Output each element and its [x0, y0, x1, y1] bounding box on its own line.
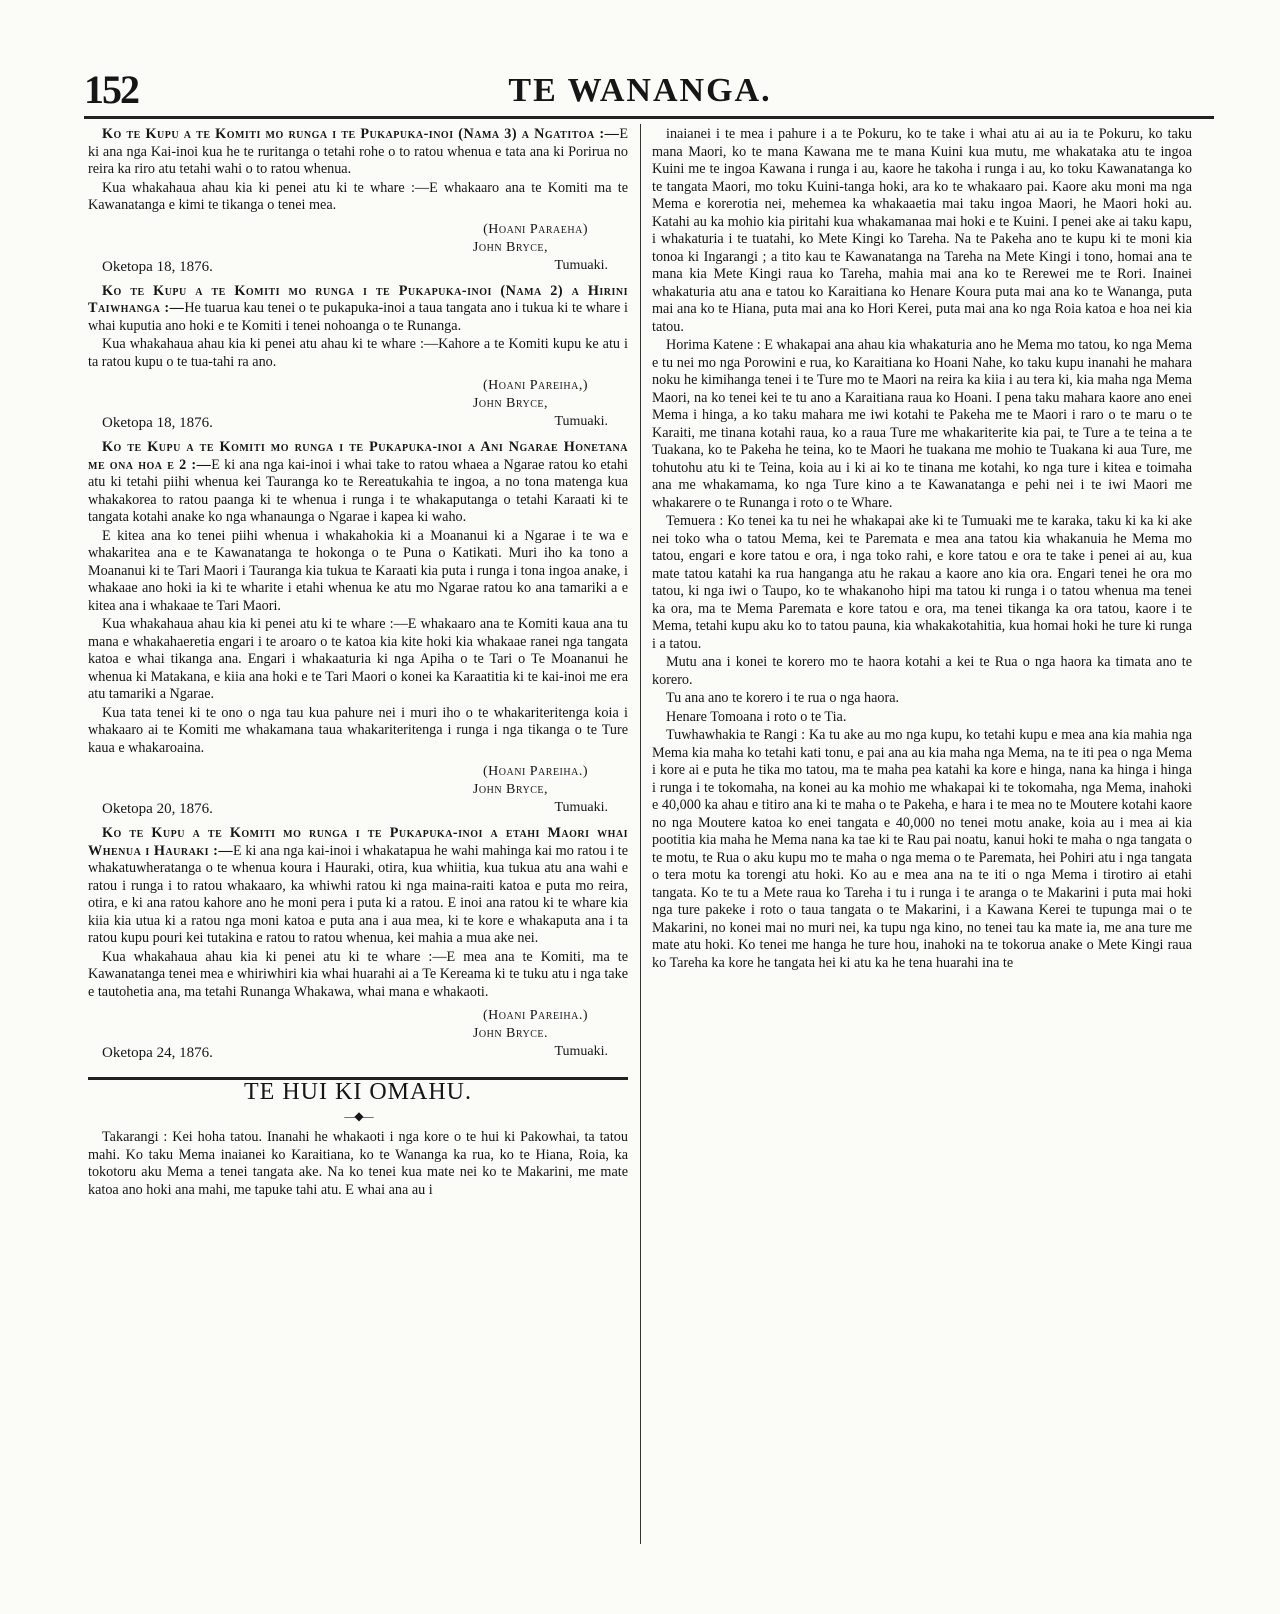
article-4-date: Oketopa 24, 1876.	[102, 1045, 213, 1061]
article-2-signature	[88, 377, 628, 437]
section-heading: TE HUI KI OMAHU.	[244, 1079, 472, 1105]
left-column	[88, 126, 628, 1551]
article-3-sig-title: Tumuaki.	[554, 800, 608, 815]
masthead-title: TE WANANGA.	[508, 72, 772, 109]
article-3-para-1	[88, 439, 628, 527]
article-4-body: E ki ana nga kai-inoi i whakatapua he wahi mahinga kai mo ratou i te whakatuwheratanga o te whenua koura i Hauraki, otira, kua whiitia, kua tukua atu ana wahi e ratou i runga i to ratou whakaaro, ka whiwhi ratou ki nga maina-raiti katoa e puta mo reira, otira, e ki ana ratou kahore ano he moni pera i puta ki a ratou. E inoi ana ratou ki te whare kia kiia kia utua ki a ratou nga moni katoa e puta ana i aua mea, ki te kore e whakaputa ana i ta ratou kupu pouri kei tutakina e ratou to ratou whenua, kei mahia a mua ake nei.	[88, 842, 628, 946]
right-column	[652, 126, 1192, 1551]
article-3-body: E ki ana nga kai-inoi i whai take to ratou whaea a Ngarae ratou ko etahi atu ki tetahi piihi whenua kei Tauranga ko te Rereatukahia te ingoa, a no tona matenga kua whakakorea to ratou paanga ki te whenua i runga i te whakaputanga o tetahi Karaati ki te tangata kotahi anake ko nga whanaunga o Ngarae i kapea ki waho.	[88, 456, 628, 525]
article-2-para-2: Kua whakahaua ahau kia ki penei atu ahau ki te whare :—Kahore a te Komiti kupu ke atu i ta ratou kupu o te tua-tahi ra ano.	[88, 336, 628, 370]
article-1-date: Oketopa 18, 1876.	[102, 258, 213, 275]
article-3-para-4: Kua tata tenei ki te ono o nga tau kua pahure nei i muri iho o te whakariteritenga koia i whakaaro ai te Komiti me whakamana taua whakariteritenga i runga i nga tikanga o te Ture kaua e whakaroaina.	[88, 704, 628, 756]
article-4-sig-chair: John Bryce.	[472, 1026, 548, 1041]
section-body: Takarangi : Kei hoha tatou. Inanahi he whakaoti i nga kore o te hui ki Pakowhai, ta tatou mahi. Ko taku Mema inaianei ko Karaitiana, ko te Wananga ka rua, ko te Hiana, Roia, ka tokotoru aku Mema a tenei tangata ake. Na ko tenei kua mate nei ko te Makarini, me mate katoa ano hoki ana mahi, me tapuke tahi atu. E whai ana au i	[88, 1129, 628, 1198]
article-2-sig-name: (Hoani Pareiha,)	[483, 378, 588, 393]
article-4-sig-name: (Hoani Pareiha.)	[483, 1008, 588, 1023]
article-1-sig-chair: John Bryce,	[472, 239, 548, 255]
article-4-para-2: Kua whakahaua ahau kia ki penei atu ki te whare :—E mea ana te Komiti, ma te Kawanatanga tenei mea e whiriwhiri kia whai huarahi ai a Te Kereama ki te tuku atu i nga take e tautohetia ana, ma tetahi Runanga Whakawa, whai mana e whakaoti.	[88, 948, 628, 1000]
top-rule	[84, 116, 1214, 119]
article-3-sig-chair: John Bryce,	[472, 782, 548, 797]
right-para-1: inaianei i te mea i pahure i a te Pokuru, ko te take i whai atu ai au ia te Pokuru, ko taku mana Maori, ko te mana Kawana me te mana Kuini kua mutu, me whakataka atu te ingoa Kuini me te ingoa Kawana i runga i au, kaore he takoha i runga i au, ko toku Kawanatanga ko te tangata Maori, mo toku Kuini-tanga hoki, ara ko te whakaaro pai. Kaore aku moni ma nga Mema e korerotia nei, mehemea ka whakaaetia mai taku ingoa Maori, he Maori hoki au. Katahi au ka mohio kia piritahi kua whakamanaa mai hoki e te Kuini. I penei ake ai taku kapu, i whakaturia i te tuatahi, ko Mete Kingi ko Tareha. Na te Pakeha ano te kupu ki te moni kia tonoa ki Ingarangi ; a tito kau te Kawanatanga na Tareha na Mete Kingi i tono, homai ana te mana kia Mete Kingi raua ko Tareha, mahia mai ana ko te Rerewei me te Rori. Inainei whakaturia atu ana e tatou ko Karaitiana ko Henare Koura puta mai ana ko te Wananga, puta mai ana ko te Hiana, puta mai ana ko Hori Kerei, puta mai ana ko nga Roia katoa e hoa nei kia tatou.	[652, 126, 1192, 335]
article-4-heading: Ko te Kupu a te Komiti mo runga i te Pukapuka-inoi a etahi Maori whai Whenua i Hauraki :—	[88, 825, 628, 859]
article-2-body: He tuarua kau tenei o te pukapuka-inoi a taua tangata ano i tukua ki te whare i whai kuputia ano hoki e te Komiti i tenei nohoanga o te Runanga.	[88, 300, 628, 334]
article-1-body: E ki ana nga Kai-inoi kua he te ruritanga o tetahi rohe o to ratou whenua e tata ana ki Porirua no reira ka riro atu tetahi wahi o to ratou whenua.	[88, 126, 628, 177]
article-2-para-1	[88, 283, 628, 336]
article-3-date: Oketopa 20, 1876.	[102, 801, 213, 817]
right-para-6: Henare Tomoana i roto o te Tia.	[666, 708, 847, 725]
article-2-heading: Ko te Kupu a te Komiti mo runga i te Pukapuka-inoi (Nama 2) a Hirini Taiwhanga :—	[88, 282, 628, 316]
article-4-signature	[88, 1007, 628, 1067]
article-1-sig-name: (Hoani Paraeha)	[483, 221, 588, 237]
article-1-signature	[88, 221, 628, 281]
article-1-sig-title: Tumuaki.	[554, 257, 608, 273]
article-1-para-1	[88, 126, 628, 179]
column-divider	[640, 124, 641, 1544]
article-4-para-1	[88, 825, 628, 948]
article-4-sig-title: Tumuaki.	[554, 1044, 608, 1059]
article-3-signature	[88, 763, 628, 823]
article-1-para-2: Kua whakahaua ahau kia ki penei atu ki te whare :—E whakaaro ana te Komiti ma te Kawanatanga e kimi te tikanga o tenei mea.	[88, 179, 628, 213]
article-3-para-2: E kitea ana ko tenei piihi whenua i whakahokia ki a Moananui ki a Ngarae i te wa e whakaritea ana e te Kawanatanga te hokonga o te Puna o Katikati. Muri iho ka tono a Moananui ki te Tari Maori i Tauranga kia tukua te Karaati kia puta i runga i tona ingoa anake, i whakaae ano hoki ia ki te wharite i etahi whenua ke atu mo Ngarae ratou ko ana tamariki a e kitea ana i whakaae te Tari Maori.	[88, 527, 628, 614]
right-para-4: Mutu ana i konei te korero mo te haora kotahi a kei te Rua o nga haora ka timata ano te korero.	[652, 654, 1192, 688]
page-number: 152	[84, 67, 138, 112]
article-2-sig-title: Tumuaki.	[554, 414, 608, 429]
right-para-2: Horima Katene : E whakapai ana ahau kia whakaturia ano he Mema mo tatou, ko nga Mema e tu nei mo nga Porowini e rua, ko Karaitiana ko Hoani Nahe, ko taku kupu inanahi he mahara noku he kimihanga tenei i te Ture mo te Maori na reira ka kiia i au tera ki, kia maha nga Mema Maori, na ko tenei kei te tu ano a Karaitiana raua ko Hoani. I pena taku mahara kaore ano enei Mema i hinga, a ko taku mahara me iwi kotahi te Pakeha me te Maori i raro o te maru o te Karaiti, me tinana kotahi raua, ko a raua Ture me whakariterite kia pai, te Ture a te teina a te Tuakana, ko te Pakeha he teina, ko te Maori he tuakana me mohio te Tuakana ki aua Ture, me tohutohu atu ki te Teina, koia au i ki ai ko te tinana me kotahi, ko nga ture i kitea e toimaha ana me whakamama, ko nga Ture kino a te Kawanatanga e pehi nei i te iwi Maori me whakarere o te Runanga i roto o te Whare.	[652, 337, 1192, 511]
right-para-5: Tu ana ano te korero i te rua o nga haora.	[666, 690, 900, 706]
article-3-para-3: Kua whakahaua ahau kia ki penei atu ki te whare :—E whakaaro ana te Komiti kaua ana tu mana e whakahaeretia engari i te aroaro o te katoa kia kite hoki kia whakaae ranei nga tangata katoa e whai tikanga ana. Engari i whakaaturia ki nga Apiha o te Tari o Te Moananui he whenua ki Matakana, e kiia ana hoki e te Tari Maori o konei ka Karaatitia ki te kai-inoi me era atu tamariki a Ngarae.	[88, 616, 628, 702]
right-para-7: Tuwhawhakia te Rangi : Ka tu ake au mo nga kupu, ko tetahi kupu e mea ana kia mahia nga Mema kia maha ko tetahi kati tonu, e pai ana au kia maha nga Mema, na te iti pea o nga Mema i kore ai e puta he tika mo tatou, ma te maha pea katahi ka kore e hinga, nana ka hinga i hinga i runga i te tokomaha, na konei au ka mohio me whakapai ki te tokomaha, nga Mema, inahoki e 40,000 ka ahau e titiro ana ki te maha o te Pakeha, e hara i te mea no te Moutere kotahi kaore no nga Moutere katoa ko enei tangata e 40,000 no tenei motu anake, koia au i mea ai kia pootitia kia maha he Mema nana ka tae ki te Rau pai noatu, kanui hoki te maha o nga tangata o te motu, te Rua o aku kupu mo te maha o nga mema o te Paremata, hei Pohiri atu i nga tangata o tera motu ka torengi atu hoki. Ko au e mea ana na te iti o nga Mema i tirotiro ai etahi tangata. Ko te tu a Mete raua ko Tareha i tu i runga i te aranga o te Makarini i puta mai hoki nga ture pakeke i roto o taua tangata o te Makarini, i a Kawana Kerei te tupunga mai o te Makarini, no konei mai no muri nei, ka tupu nga kino, no tenei tau ka mate ia, me ana ture me mate atu hoki. Ko tenei me hanga he ture hou, inahoki na te tokorua anake o Mete Kingi raua ko Tareha ka kore he tangata hei ki atu ka he tena huarahi ina te	[652, 727, 1192, 971]
right-para-3: Temuera : Ko tenei ka tu nei he whakapai ake ki te Tumuaki me te karaka, taku ki ka ki ake nei toko wha o tatou Mema, kei te Paremata e mea ana tatou kia whakanuia he Mema mo tatou, engari e kore tatou e ora, i nga toko rahi, e kore tatou e ora te take i penei ai au, kua mate tatou katahi ka rua hanganga atu he rakau a kaore ano kia ora. Engari tenei he ora mo tatou, ki nga iwi o Taupo, ko te whakanoho hipi ma tatou ki runga i o tatou whenua ma tenei ka ora, ma te Mema Paremata e kore tatou e ora, ma tenei tikanga ka ora tatou, kaore i te Mema, tetahi kupu aku ko to tatou pauna, kia whakakotahitia, kua homai hoki he ture ki runga i a tatou.	[652, 513, 1192, 652]
article-3-heading: Ko te Kupu a te Komiti mo runga i te Pukapuka-inoi a Ani Ngarae Honetana me ona hoa e 2 :—	[88, 439, 628, 473]
article-2-sig-chair: John Bryce,	[472, 396, 548, 411]
article-2-date: Oketopa 18, 1876.	[102, 415, 213, 431]
article-1-heading: Ko te Kupu a te Komiti mo runga i te Pukapuka-inoi (Nama 3) a Ngatitoa :—	[102, 126, 620, 142]
article-3-sig-name: (Hoani Pareiha.)	[483, 764, 588, 779]
ornament-rule: —◆—	[344, 1108, 372, 1123]
